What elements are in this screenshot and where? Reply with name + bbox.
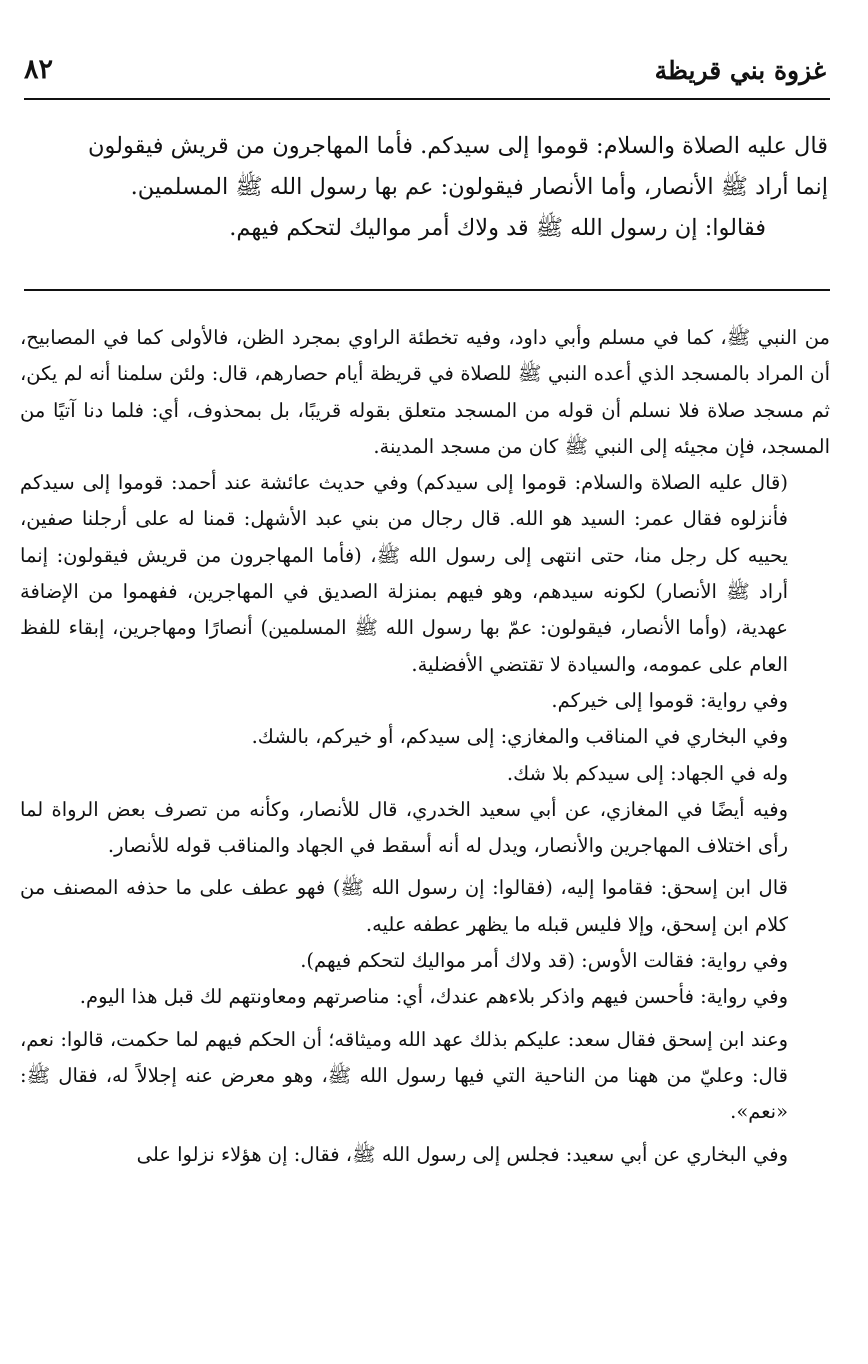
commentary-paragraph: وفي رواية: قوموا إلى خيركم.: [551, 688, 788, 712]
header-divider: [24, 98, 830, 100]
main-text-line: قال عليه الصلاة والسلام: قوموا إلى سيدكم. فأما المهاجرون من قريش فيقولون: [87, 133, 828, 159]
commentary-paragraph: وفي رواية: فقالت الأوس: (قد ولاك أمر مواليك لتحكم فيهم).: [300, 949, 788, 973]
page-number: ٨٢: [24, 54, 54, 85]
commentary-paragraph: وعند ابن إسحق فقال سعد: عليكم بذلك عهد الله وميثاقه؛ أن الحكم فيهم لما حكمت، قالوا: نعم، قال: وعليّ من ههنا من الناحية التي فيها رسول الله ﷺ، وهو معرض عنه إجلالاً له، فقال ﷺ: «نعم».: [20, 1027, 788, 1124]
page-header: [24, 52, 826, 96]
commentary-paragraph: قال ابن إسحق: فقاموا إليه، (فقالوا: إن رسول الله ﷺ) فهو عطف على ما حذفه المصنف من كلام ابن إسحق، وإلا فليس قبله ما يظهر عطفه عليه.: [20, 876, 788, 936]
commentary-paragraph: وفي البخاري عن أبي سعيد: فجلس إلى رسول الله ﷺ، فقال: إن هؤلاء نزلوا على: [136, 1142, 788, 1166]
commentary-paragraph: وله في الجهاد: إلى سيدكم بلا شك.: [506, 761, 788, 785]
commentary-paragraph: وفي البخاري في المناقب والمغازي: إلى سيدكم، أو خيركم، بالشك.: [251, 725, 788, 749]
main-text: [24, 126, 828, 249]
commentary-paragraph: (قال عليه الصلاة والسلام: قوموا إلى سيدكم) وفي حديث عائشة عند أحمد: قوموا إلى سيدكم فأنزلوه فقال عمر: السيد هو الله. قال رجال من بني عبد الأشهل: قمنا له على أرجلنا صفين، يحييه كل رجل منا، حتى انتهى إلى رسول الله ﷺ، (فأما المهاجرون من قريش فيقولون: إنما أراد ﷺ الأنصار) لكونه سيدهم، وهو فيهم بمنزلة الصديق في المهاجرين، ففهموا من الإضافة عهدية، (وأما الأنصار، فيقولون: عمّ بها رسول الله ﷺ المسلمين) أنصارًا ومهاجرين، إبقاء للفظ العام على عمومه، والسيادة لا تقتضي الأفضلية.: [20, 471, 788, 676]
main-text-line: فقالوا: إن رسول الله ﷺ قد ولاك أمر مواليك لتحكم فيهم.: [229, 215, 766, 241]
commentary-paragraph: من النبي ﷺ، كما في مسلم وأبي داود، وفيه تخطئة الراوي بمجرد الظن، فالأولى كما في المصابيح، أن المراد بالمسجد الذي أعده النبي ﷺ للصلاة في قريظة أيام حصارهم، قال: ولئن سلمنا أنه لم يكن، ثم مسجد صلاة فلا نسلم أن قوله من المسجد متعلق بقوله قريبًا، بل بمحذوف، أي: فلما دنا آتيًا من المسجد، فإن مجيئه إلى النبي ﷺ كان من مسجد المدينة.: [20, 326, 830, 458]
running-title: غزوة بني قريظة: [654, 56, 826, 85]
commentary-paragraph: وفيه أيضًا في المغازي، عن أبي سعيد الخدري، قال للأنصار، وكأنه من تصرف بعض الرواة لما رأى اختلاف المهاجرين والأنصار، ويدل له أنه أسقط في الجهاد والمناقب قوله للأنصار.: [20, 797, 788, 858]
footnote-divider: [24, 289, 830, 291]
commentary-paragraph: وفي رواية: فأحسن فيهم واذكر بلاءهم عندك، أي: مناصرتهم ومعاونتهم لك قبل هذا اليوم.: [79, 985, 788, 1009]
commentary: [20, 320, 830, 1173]
main-text-line: إنما أراد ﷺ الأنصار، وأما الأنصار فيقولون: عم بها رسول الله ﷺ المسلمين.: [130, 174, 828, 200]
